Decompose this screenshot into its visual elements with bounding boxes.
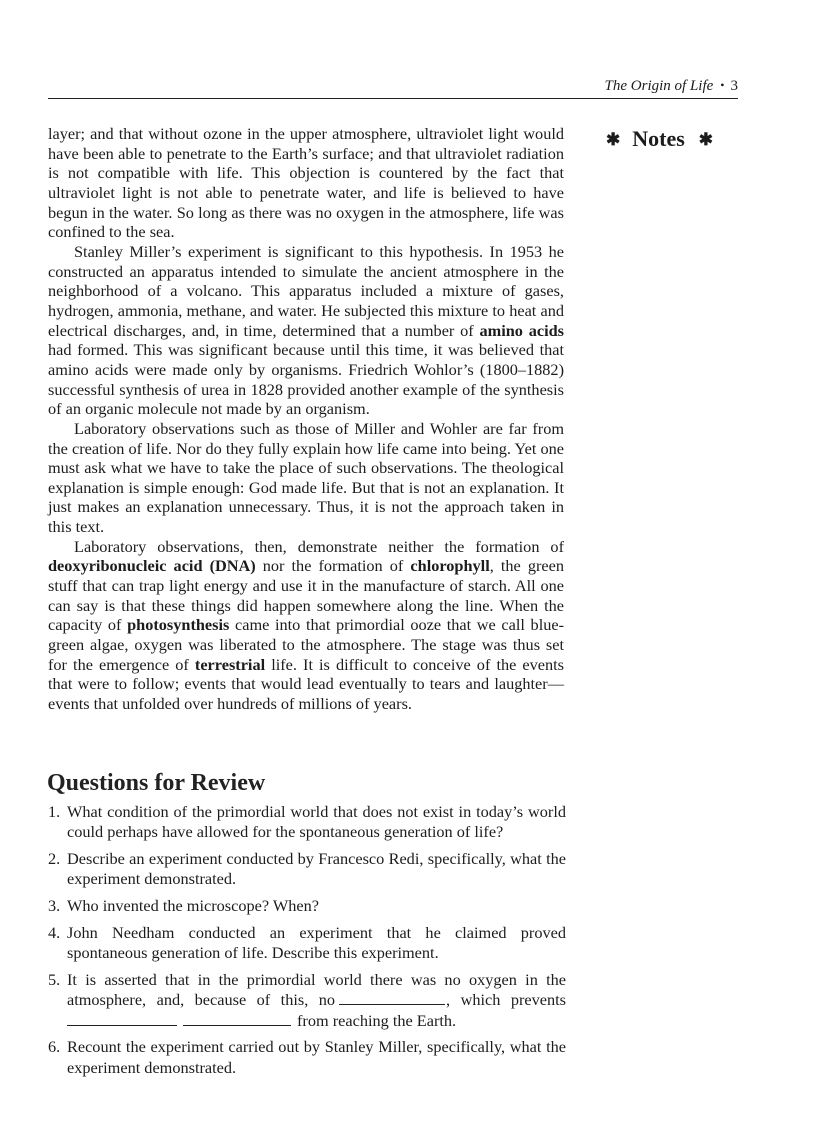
header-rule [48,98,738,99]
question-text: What condition of the primordial world that does not exist in today’s world could perhaps have allowed for the spontaneous generation of life? [67,802,566,842]
asterisk-icon: ✱ [698,130,714,149]
review-questions [48,802,566,1085]
question-number: 4. [48,922,61,942]
running-header [48,78,738,95]
paragraph-text: Stanley Miller’s experiment is significant to this hypothesis. In 1953 he constructed an apparatus intended to simulate the ancient atmosphere in the neighborhood of a volcano. This apparatus included a mixture of gases, hydrogen, ammonia, methane, and water. He subjected this mixture to heat and electrical discharges, and, in time, determined that a number of [48,241,564,340]
question-item [48,970,566,1031]
question-item [48,1037,566,1078]
paragraph-1: layer; and that without ozone in the upper atmosphere, ultraviolet light would have been able to penetrate to the Earth’s surface; and that ultraviolet radiation is not compatible with life. This objection is countered by the fact that ultraviolet light is not able to penetrate water, and life is believed to have begun in the water. So long as there was no oxygen in the atmosphere, life was confined to the sea. [48,124,564,242]
paragraph-text: Laboratory observations, then, demonstrate neither the formation of [74,536,564,556]
paragraph-text: , the green stuff that can trap light energy and use it in the manufacture of starch. All one can say is that these things did happen somewhere along the line. When the capacity of [48,556,564,635]
question-item [48,923,566,964]
notes-label: Notes [632,126,685,151]
page-number: 3 [730,78,738,94]
question-number: 1. [48,802,61,821]
notes-sidebar [606,126,713,152]
question-item [48,896,566,916]
question-number: 2. [48,849,61,869]
question-item [48,849,566,890]
paragraph-3: Laboratory observations such as those of Miller and Wohler are far from the creation of life. Nor do they fully explain how life came into being. Yet one must ask what we have to take the place of such observations. The theological explanation is simple enough: God made life. But that is not an explanation. It just makes an explanation unnecessary. Thus, it is not the approach taken in this text. [48,418,564,537]
fill-in-blank [339,991,445,1005]
body-text [48,124,564,714]
asterisk-icon: ✱ [606,130,621,149]
bullet-icon: • [720,78,725,92]
question-text: Who invented the microscope? When? [67,896,319,916]
question-number: 6. [48,1037,61,1057]
paragraph-4 [48,537,564,714]
question-text: Recount the experiment carried out by Stanley Miller, specifically, what the experiment demonstrated. [67,1037,566,1077]
question-text: John Needham conducted an experiment that he claimed proved spontaneous generation of life. Describe this experiment. [67,922,566,963]
question-text: from reaching the Earth. [297,1010,457,1030]
term-amino-acids: amino acids [479,320,564,340]
running-title: The Origin of Life [604,78,714,94]
question-item [48,802,566,843]
term-terrestrial: terrestrial [194,654,266,674]
question-text: , which prevents [446,990,566,1010]
paragraph-text: had formed. This was significant because until this time, it was believed that amino acids were made only by organisms. Friedrich Wohlor’s (1800–1882) successful synthesis of urea in 1828 provided another example of the synthesis of an organic molecule not made by an organism. [48,340,564,419]
term-dna: deoxyribonucleic acid (DNA) [48,556,256,576]
question-number: 3. [48,896,61,916]
paragraph-text: life. It is difficult to conceive of the events that were to follow; events that would lead eventually to tears and laughter—events that unfolded over hundreds of millions of years. [48,654,564,714]
question-number: 5. [48,970,61,990]
term-chlorophyll: chlorophyll [410,556,490,576]
fill-in-blank [67,1012,177,1026]
paragraph-text: came into that primordial ooze that we call blue-green algae, oxygen was liberated to the atmosphere. The stage was thus set for the emergence of [48,615,565,674]
term-photosynthesis: photosynthesis [127,615,230,635]
paragraph-text: nor the formation of [255,556,411,576]
paragraph-2 [48,242,564,419]
fill-in-blank [183,1012,291,1026]
question-text: Describe an experiment conducted by Francesco Redi, specifically, what the experiment demonstrated. [67,849,566,889]
question-text: It is asserted that in the primordial world there was no oxygen in the atmosphere, and, because of this, no [67,970,566,1010]
review-heading: Questions for Review [47,770,266,796]
